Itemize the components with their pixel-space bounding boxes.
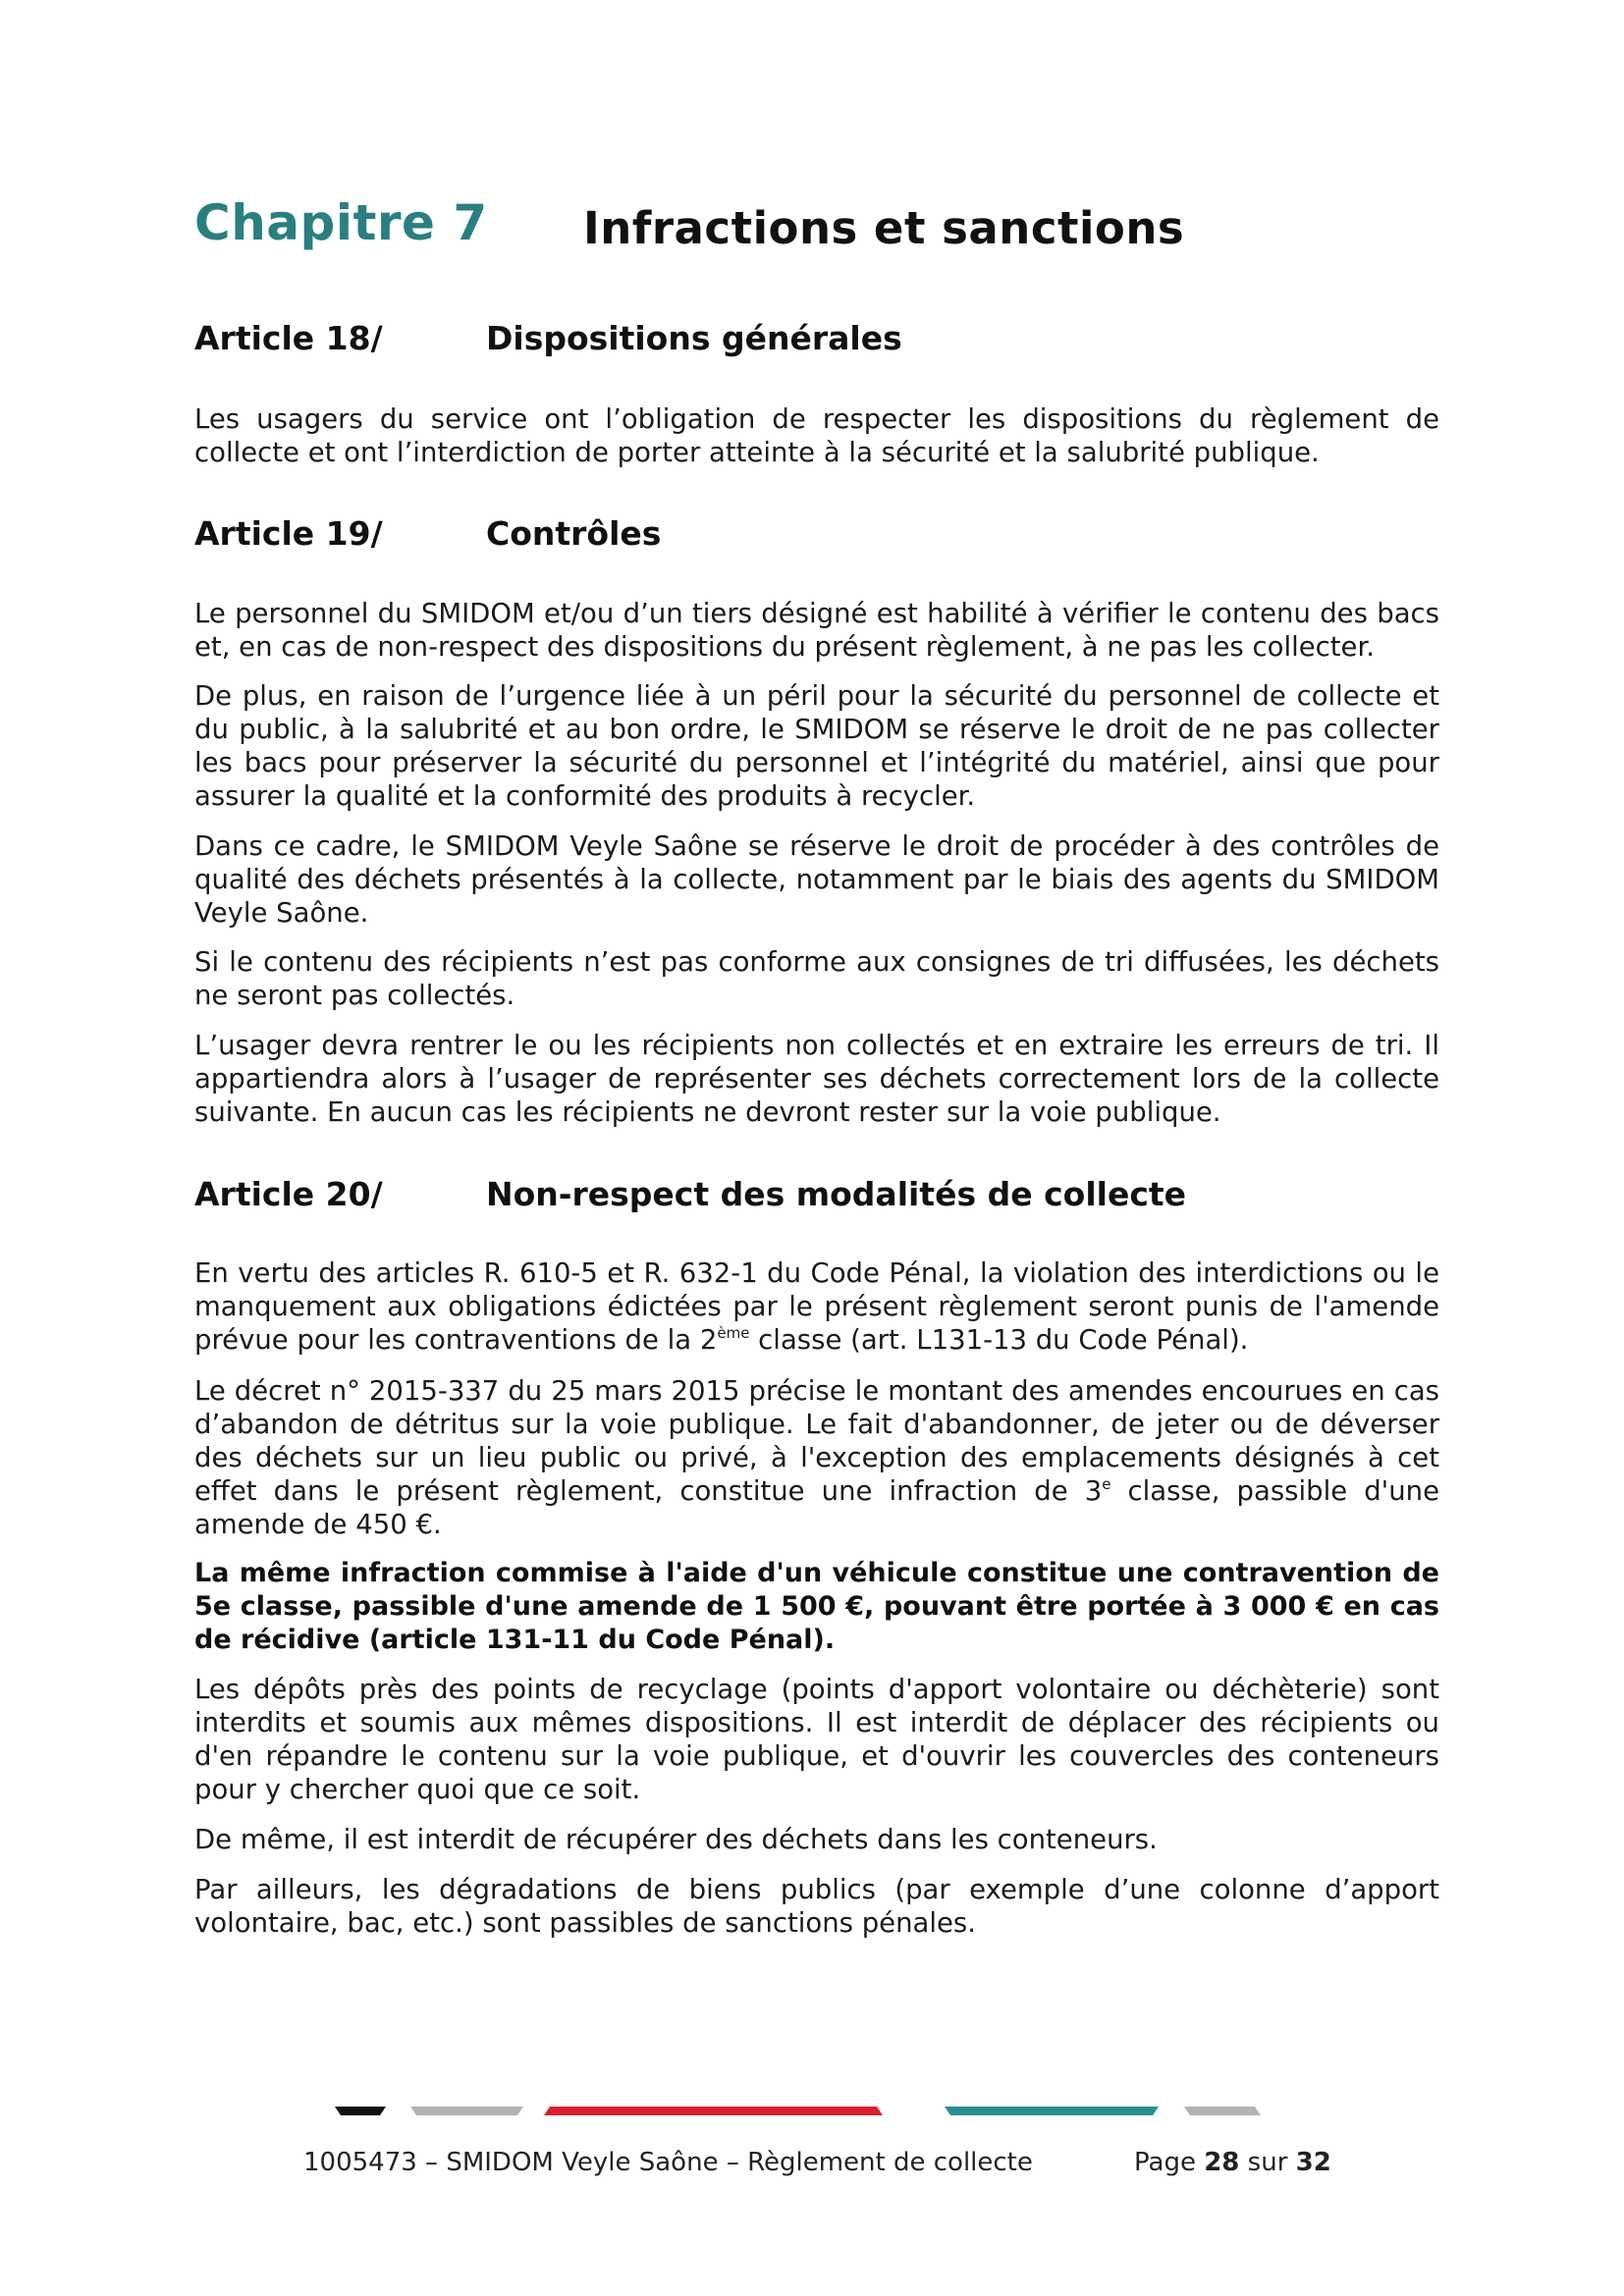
footer-bar-grey-small (1184, 2107, 1261, 2115)
page-current: 28 (1204, 2148, 1240, 2177)
footer-bar-teal (945, 2107, 1159, 2115)
paragraph: Les usagers du service ont l’obligation de respecter les dispositions du règlement de collecte et ont l’interdiction de porter atteinte à la sécurité et la salubrité publique. (194, 403, 1439, 468)
page-total: 32 (1295, 2148, 1331, 2177)
paragraph: Dans ce cadre, le SMIDOM Veyle Saône se réserve le droit de procéder à des contrôles de qualité des déchets présentés à la collecte, notamment par le biais des agents du SMIDOM Veyle Saône. (194, 830, 1439, 929)
article-20-heading (194, 1175, 1439, 1218)
paragraph: De même, il est interdit de récupérer des déchets dans les conteneurs. (194, 1824, 1158, 1855)
paragraph: L’usager devra rentrer le ou les récipients non collectés et en extraire les erreurs de tri. Il appartiendra alors à l’usager de représenter ses déchets correctement lors de la collecte suivante. En aucun cas les récipients ne devront rester sur la voie publique. (194, 1030, 1439, 1128)
article-number: Article 19/ (194, 514, 383, 553)
page-separator: sur (1247, 2148, 1288, 2177)
paragraph-text: Le décret n° 2015-337 du 25 mars 2015 précise le montant des amendes encourues en cas d’abandon de détritus sur la voie publique. Le fait d'abandonner, de jeter ou de déverser des déchets sur un lieu public ou privé, à l'exception des emplacements désignés à cet effet dans le présent règlement, constitue une infraction de 3 (194, 1375, 1439, 1507)
paragraph: Le personnel du SMIDOM et/ou d’un tiers désigné est habilité à vérifier le contenu des bacs et, en cas de non-respect des dispositions du présent règlement, à ne pas les collecter. (194, 598, 1439, 663)
article-title: Dispositions générales (486, 319, 902, 357)
chapter-title: Infractions et sanctions (583, 202, 1185, 254)
ordinal-superscript: ème (717, 1324, 750, 1342)
paragraph: Les dépôts près des points de recyclage (points d'apport volontaire ou déchèterie) sont interdits et soumis aux mêmes dispositions. Il est interdit de déplacer des récipients ou d'en répandre le contenu sur la voie publique, et d'ouvrir les couvercles des conteneurs pour y chercher quoi que ce soit. (194, 1674, 1439, 1805)
article-number: Article 20/ (194, 1175, 383, 1213)
paragraph (194, 1256, 1439, 1357)
paragraph-text: En vertu des articles R. 610-5 et R. 632-1 du Code Pénal, la violation des interdictions ou le manquement aux obligations édictées par le présent règlement seront punis de l'amende prévue pour les contraventions de la 2 (194, 1257, 1439, 1356)
article-18-heading (194, 319, 1439, 362)
paragraph: Si le contenu des récipients n’est pas conforme aux consignes de tri diffusées, les déchets ne seront pas collectés. (194, 946, 1439, 1011)
paragraph: De plus, en raison de l’urgence liée à un péril pour la sécurité du personnel de collecte et du public, à la salubrité et au bon ordre, le SMIDOM se réserve le droit de ne pas collecter les bacs pour préserver la sécurité du personnel et l’intégrité du matériel, ainsi que pour assurer la qualité et la conformité des produits à recycler. (194, 680, 1439, 812)
chapter-number: Chapitre 7 (194, 194, 488, 251)
page-number (1134, 2148, 1331, 2177)
footer-bar-red (544, 2107, 883, 2115)
paragraph: Par ailleurs, les dégradations de biens publics (par exemple d’une colonne d’apport volontaire, bac, etc.) sont passibles de sanctions pénales. (194, 1874, 1439, 1939)
chapter-heading (194, 194, 1439, 263)
document-reference: 1005473 – SMIDOM Veyle Saône – Règlement de collecte (303, 2148, 1033, 2177)
page-label: Page (1134, 2148, 1196, 2177)
ordinal-superscript: e (1102, 1475, 1111, 1493)
article-title: Contrôles (486, 514, 662, 553)
page-footer (0, 2148, 1624, 2187)
paragraph (194, 1374, 1439, 1541)
paragraph-text: classe, passible d'une amende de 450 €. (194, 1475, 1439, 1540)
footer-bar-grey (410, 2107, 523, 2115)
paragraph-text: classe (art. L131-13 du Code Pénal). (749, 1324, 1249, 1356)
footer-bar-black (335, 2107, 386, 2115)
article-19-heading (194, 514, 1439, 558)
article-number: Article 18/ (194, 319, 383, 357)
article-title: Non-respect des modalités de collecte (486, 1175, 1187, 1213)
bold-paragraph: La même infraction commise à l'aide d'un véhicule constitue une contravention de 5e classe, passible d'une amende de 1 500 €, pouvant être portée à 3 000 € en cas de récidive (article 131-11 du Code Pénal). (194, 1558, 1439, 1655)
